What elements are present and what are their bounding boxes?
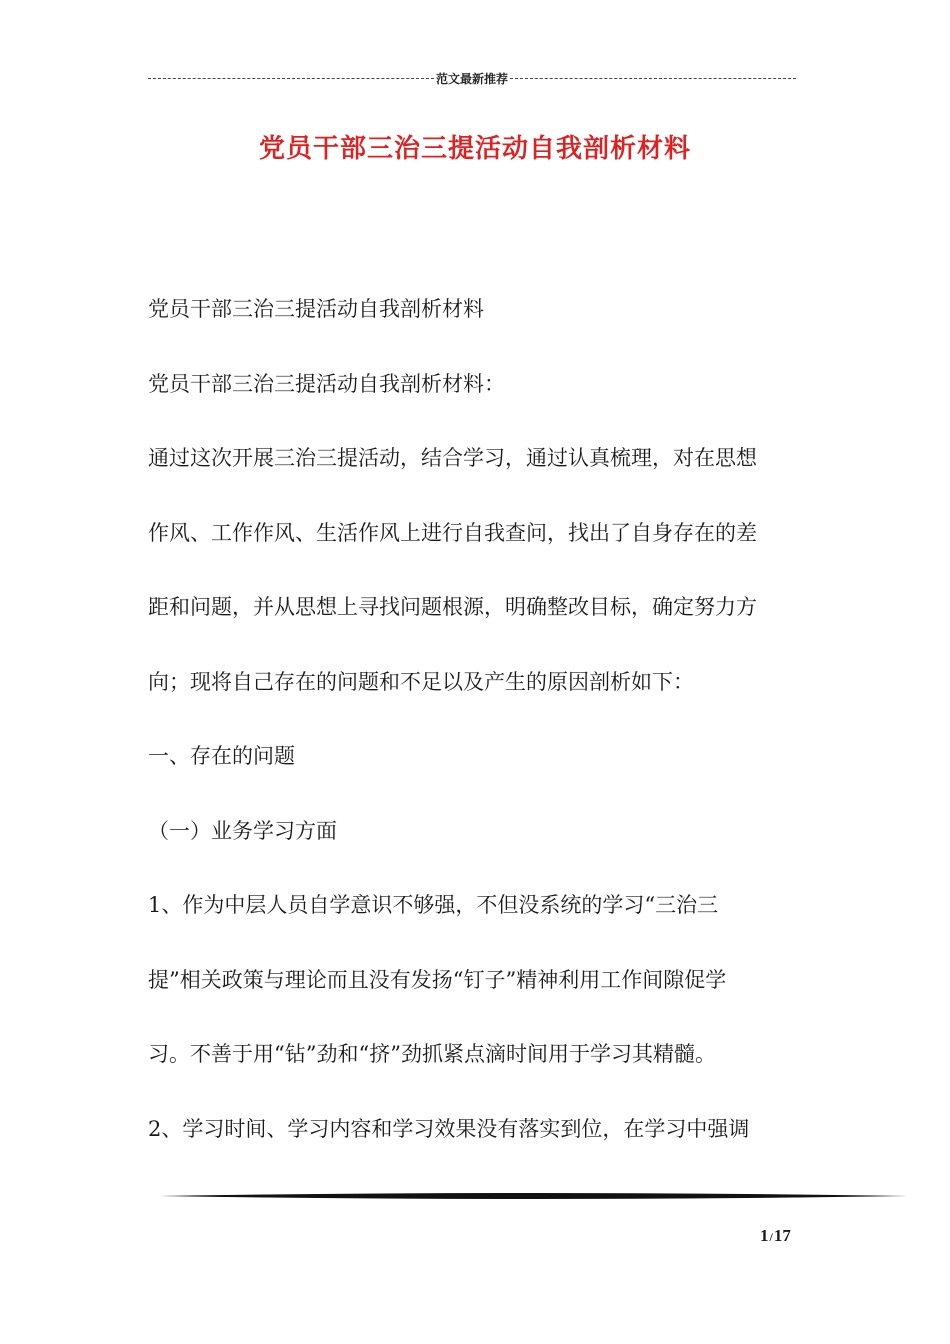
body-line: 一、存在的问题 <box>148 744 295 768</box>
document-body <box>148 272 808 1166</box>
body-line: 党员干部三治三提活动自我剖析材料： <box>148 371 505 396</box>
header-dash-left <box>148 78 434 79</box>
body-line: 提”相关政策与理论而且没有发扬“钉子”精神利用工作间隙促学 <box>148 967 727 992</box>
body-line: （一）业务学习方面 <box>148 818 337 843</box>
page-number <box>760 1226 791 1246</box>
footer-divider <box>160 1190 908 1202</box>
body-line: 2、学习时间、学习内容和学习效果没有落实到位，在学习中强调 <box>148 1116 750 1141</box>
page-header <box>148 70 796 86</box>
body-line: 向；现将自己存在的问题和不足以及产生的原因剖析如下： <box>148 669 694 694</box>
header-label: 范文最新推荐 <box>436 71 509 86</box>
body-line: 距和问题，并从思想上寻找问题根源，明确整改目标，确定努力方 <box>148 595 757 619</box>
body-line: 1、作为中层人员自学意识不够强，不但没系统的学习“三治三 <box>148 893 719 917</box>
document-title: 党员干部三治三提活动自我剖析材料 <box>258 134 691 164</box>
body-line: 作风、工作作风、生活作风上进行自我查问，找出了自身存在的差 <box>148 520 757 545</box>
page-current: 1 <box>760 1226 769 1245</box>
body-line: 通过这次开展三治三提活动，结合学习，通过认真梳理，对在思想 <box>148 446 757 470</box>
body-line: 党员干部三治三提活动自我剖析材料 <box>148 297 484 321</box>
page-total: 17 <box>773 1226 791 1245</box>
header-dash-right <box>510 78 796 79</box>
page-separator: / <box>769 1230 773 1244</box>
body-line: 习。不善于用“钻”劲和“挤”劲抓紧点滴时间用于学习其精髓。 <box>148 1042 716 1066</box>
